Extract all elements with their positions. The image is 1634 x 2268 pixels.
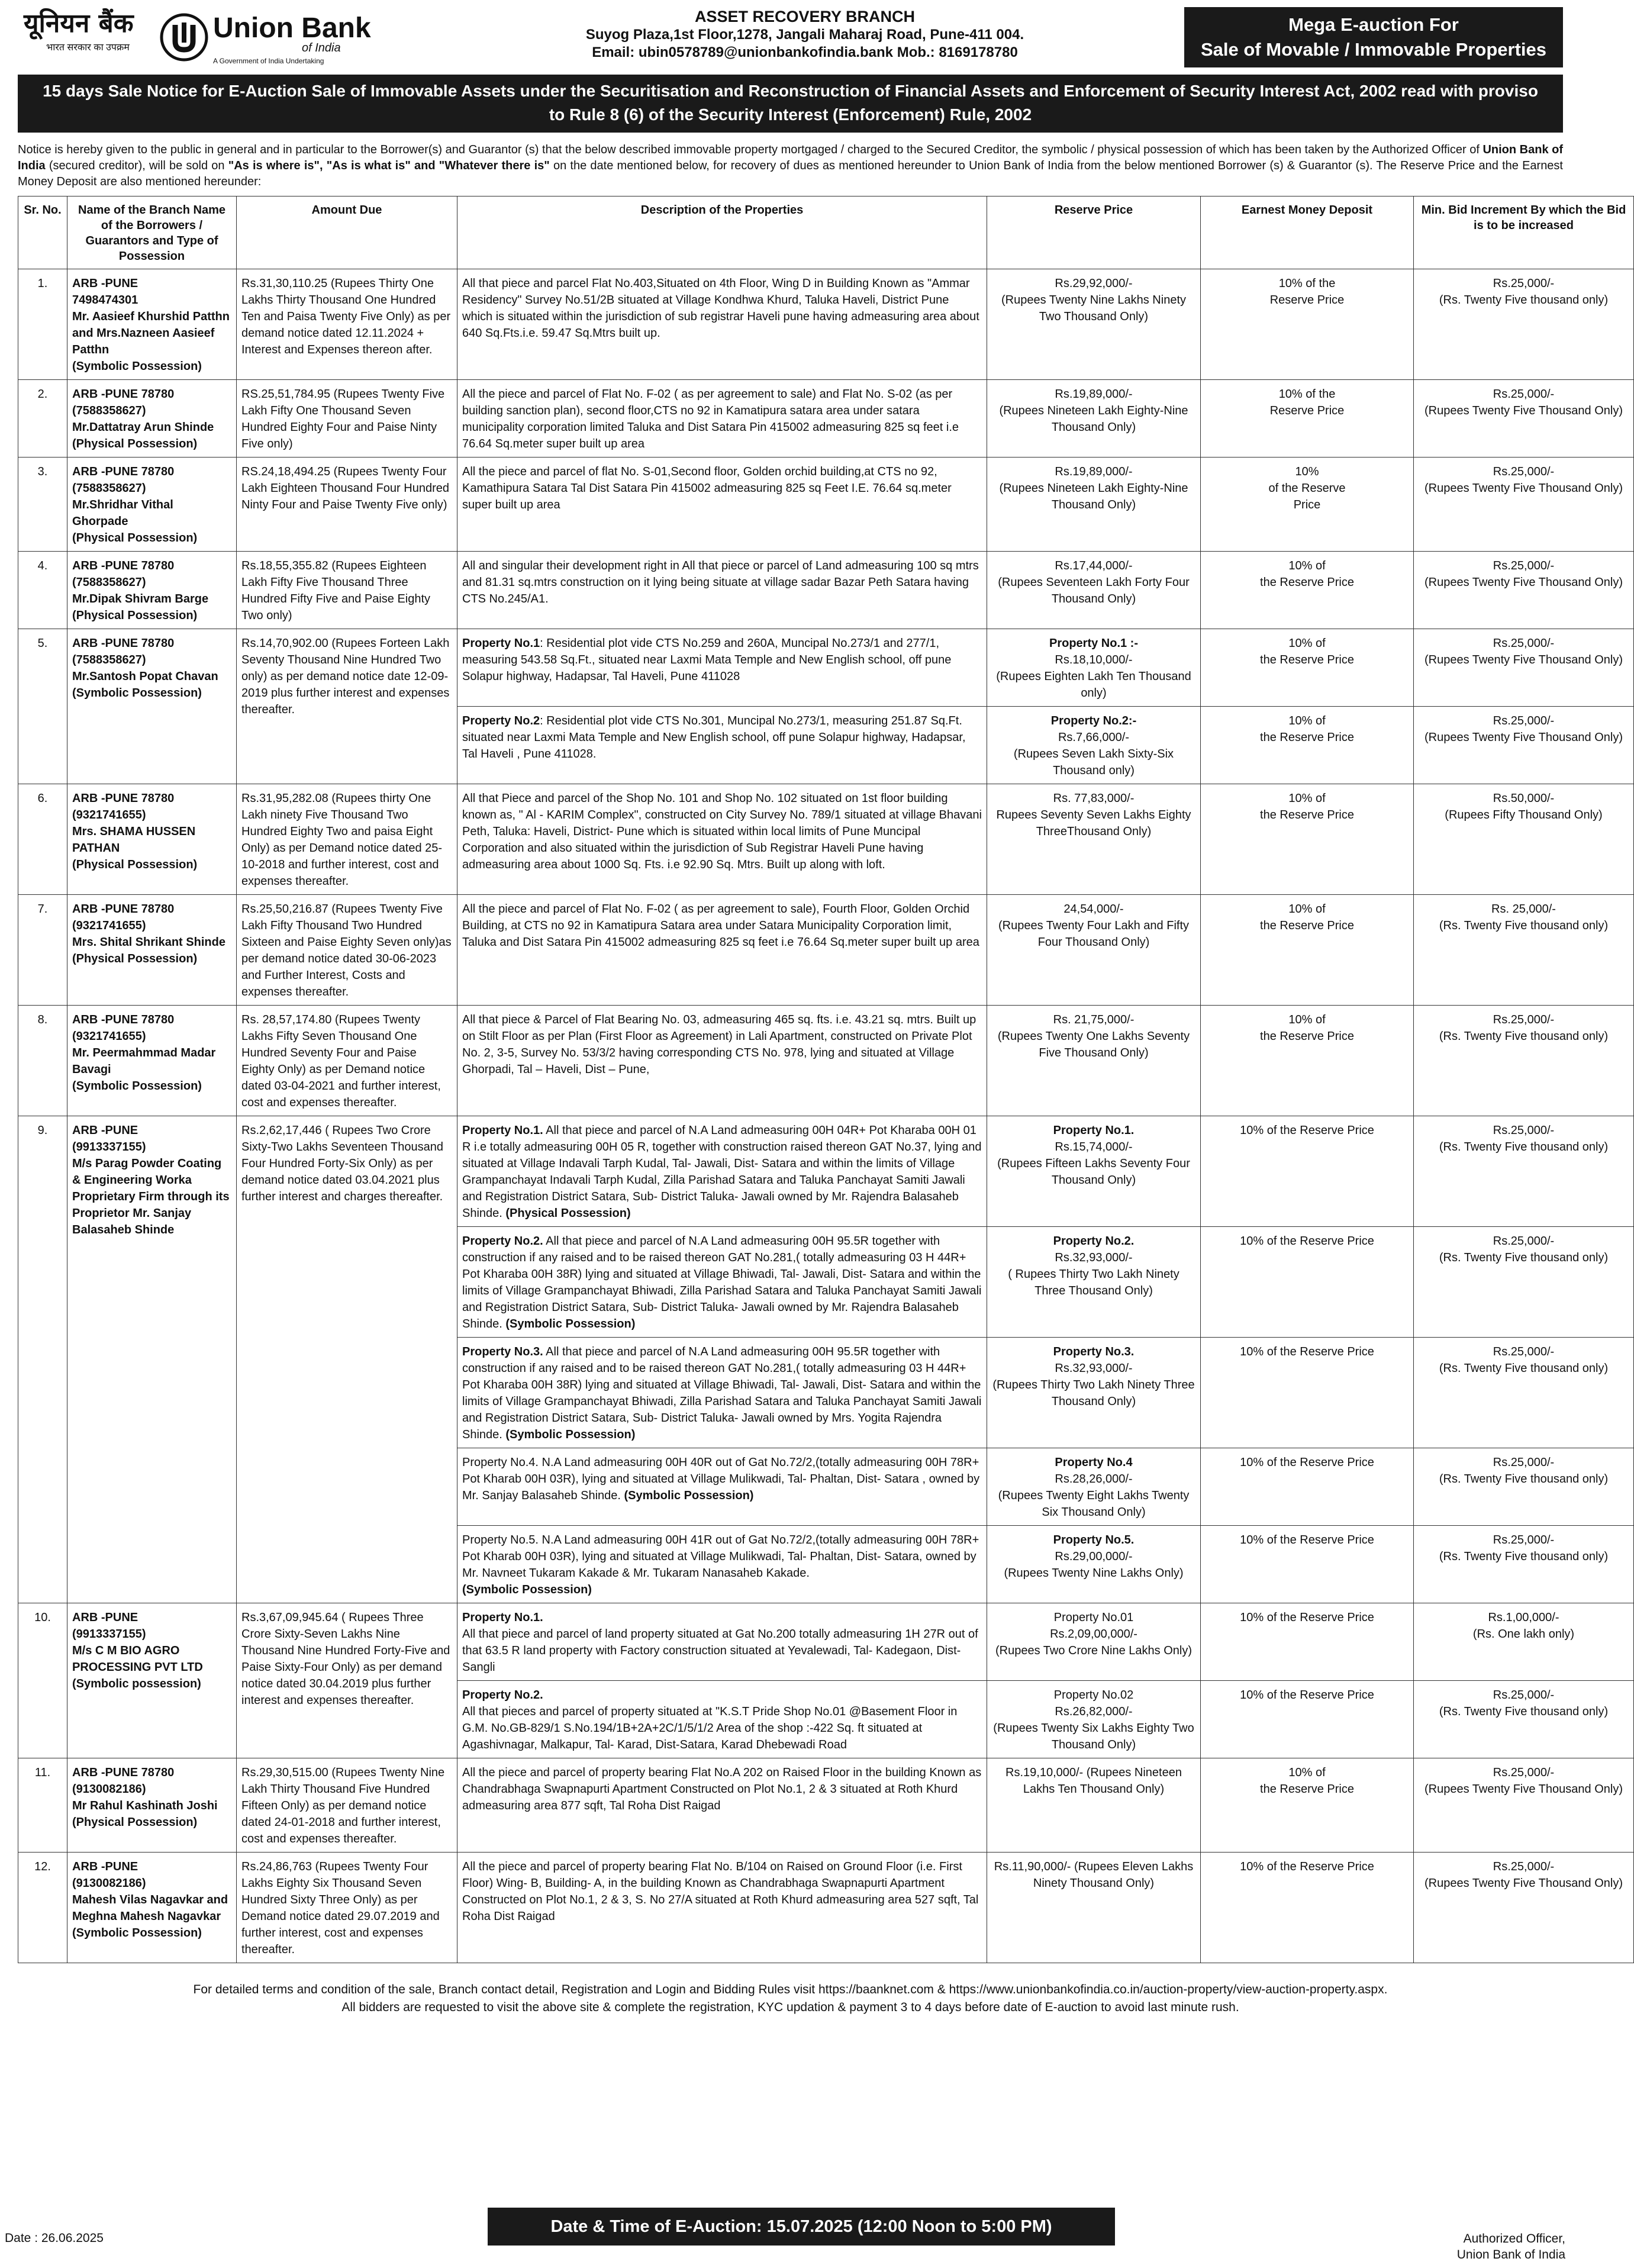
intro-text-1: Notice is hereby given to the public in general and in particular to the Borrower(s) and Guarantor (s) that the below described immovable property mortgaged / charged to the Secured Creditor, the symbolic / physical possession of which has been taken by the Authorized Officer of	[18, 143, 1483, 156]
logo-hindi-tagline: भारत सरकार का उपक्रम	[46, 43, 130, 53]
row-bid-increment: Rs.25,000/- (Rupees Twenty Five Thousand Only)	[1414, 707, 1634, 784]
property-text: All that piece & Parcel of Flat Bearing No. 03, admeasuring 465 sq. fts. i.e. 43.21 sq. mtrs. Built up on Stilt Floor as per Plan (First Floor as Agreement) in Lali Apartment, constructed on Private Plot No. 2, 3-5, Survey No. 53/3/2 having corresponding CTS No. 978, lying and situated at Village Ghorpadi, Tal – Haveli, Dist – Pune,	[462, 1013, 976, 1076]
table-row	[18, 458, 1634, 552]
row-property-description	[457, 380, 987, 458]
intro-text-3: on the date mentioned below, for recovery of dues as mentioned hereunder to Union Bank of India from the below mentioned Borrower (s) & Guarantor (s). The Reserve Price and the Earnest Money Deposit are also mentioned hereunder:	[18, 159, 1563, 188]
row-property-description	[457, 1116, 987, 1227]
property-possession: (Symbolic Possession)	[462, 1583, 592, 1596]
logo-tagline: A Government of India Undertaking	[213, 57, 324, 65]
reserve-value: Rs. 77,83,000/- Rupees Seventy Seven Lakhs Eighty ThreeThousand Only)	[996, 792, 1191, 838]
row-emd: 10% of the Reserve Price	[1201, 552, 1414, 629]
row-sr: 12.	[18, 1853, 67, 1963]
property-label: Property No.1	[462, 637, 540, 650]
row-amount-due: Rs.29,30,515.00 (Rupees Twenty Nine Lakh Thirty Thousand Five Hundred Fifteen Only) as per demand notice dated 24-01-2018 and further interest, cost and expenses thereafter.	[237, 1758, 457, 1853]
table-row	[18, 895, 1634, 1006]
row-bid-increment: Rs.25,000/- (Rs. Twenty Five thousand only)	[1414, 1116, 1634, 1227]
row-reserve-price	[987, 1758, 1201, 1853]
header-emd: Earnest Money Deposit	[1201, 196, 1414, 269]
logo-english-text: Union Bank	[213, 12, 371, 44]
row-property-description	[457, 1006, 987, 1116]
row-emd: 10% of the Reserve Price	[1201, 1603, 1414, 1681]
row-bid-increment: Rs.25,000/- (Rupees Twenty Five Thousand Only)	[1414, 552, 1634, 629]
row-branch-borrower: ARB -PUNE 78780 (9321741655) Mrs. SHAMA HUSSEN PATHAN (Physical Possession)	[67, 784, 237, 895]
row-bid-increment: Rs.25,000/- (Rs. Twenty Five thousand only)	[1414, 1681, 1634, 1758]
row-property-description	[457, 1758, 987, 1853]
row-sr: 10.	[18, 1603, 67, 1758]
logo-hindi-text: यूनियन बैंक	[24, 8, 134, 38]
row-amount-due: Rs. 28,57,174.80 (Rupees Twenty Lakhs Fifty Seven Thousand One Hundred Seventy Four and Paise Eighty Only) as per Demand notice dated 03-04-2021 and further interest, cost and expenses thereafter.	[237, 1006, 457, 1116]
row-property-description	[457, 707, 987, 784]
row-property-description	[457, 458, 987, 552]
reserve-property-label: Property No.3.	[1053, 1345, 1135, 1358]
property-text: All that piece and parcel of land property situated at Gat No.200 totally admeasuring 1H 27R out of that 63.5 R land property with Factory construction situated at Yevalewadi, Tal- Kadegaon, Dist-Sangli	[462, 1628, 978, 1674]
row-reserve-price	[987, 1448, 1201, 1526]
row-reserve-price	[987, 629, 1201, 707]
intro-bank-name: Union Bank of India	[18, 143, 1564, 172]
row-sr: 3.	[18, 458, 67, 552]
row-sr: 7.	[18, 895, 67, 1006]
branch-info	[562, 7, 1048, 62]
table-row	[18, 1758, 1634, 1853]
bank-signature: Union Bank of India	[1456, 2248, 1565, 2261]
row-emd: 10% of the Reserve Price	[1201, 1526, 1414, 1603]
row-emd: 10% of the Reserve Price	[1201, 458, 1414, 552]
property-possession: (Physical Possession)	[502, 1207, 631, 1220]
row-branch-borrower: ARB -PUNE 78780 (7588358627) Mr.Dipak Shivram Barge (Physical Possession)	[67, 552, 237, 629]
row-property-description	[457, 269, 987, 380]
reserve-property-label: Property No.1 :-	[1049, 637, 1139, 650]
row-amount-due: RS.24,18,494.25 (Rupees Twenty Four Lakh Eighteen Thousand Four Hundred Ninty Four and Paise Twenty Five only)	[237, 458, 457, 552]
mega-line-1: Mega E-auction For	[1288, 14, 1459, 35]
header-sr: Sr. No.	[18, 196, 67, 269]
row-emd: 10% of the Reserve Price	[1201, 1006, 1414, 1116]
property-text: Property No.5. N.A Land admeasuring 00H 41R out of Gat No.72/2,(totally admeasuring 00H 78R+ Pot Kharab 00H 03R), lying and situated at Village Mulikwadi, Tal- Phaltan, Dist- Satara, owned by Mr. Navneet Tukaram Kakade & Mr. Tukaram Nanasaheb Kakade.	[462, 1534, 979, 1580]
row-sr: 11.	[18, 1758, 67, 1853]
union-bank-emblem-icon	[160, 13, 208, 62]
property-text: : Residential plot vide CTS No.259 and 260A, Muncipal No.273/1 and 277/1, measuring 543.58 Sq.Ft., situated near Laxmi Mata Temple and New English school, off pune Solapur highway, Hadapsar, Tal Haveli, Pune 411028	[462, 637, 952, 683]
reserve-value: 24,54,000/- (Rupees Twenty Four Lakh and Fifty Four Thousand Only)	[998, 903, 1189, 949]
row-amount-due: Rs.24,86,763 (Rupees Twenty Four Lakhs Eighty Six Thousand Seven Hundred Sixty Three Only) as per Demand notice dated 29.07.2019 and further interest, cost and expenses thereafter.	[237, 1853, 457, 1963]
mega-auction-box	[1184, 7, 1563, 67]
row-property-description	[457, 1603, 987, 1681]
reserve-value: Rs.11,90,000/- (Rupees Eleven Lakhs Ninety Thousand Only)	[994, 1860, 1194, 1890]
property-label: Property No.2.	[462, 1689, 543, 1702]
row-emd: 10% of the Reserve Price	[1201, 1681, 1414, 1758]
row-reserve-price	[987, 380, 1201, 458]
row-bid-increment: Rs. 25,000/- (Rs. Twenty Five thousand only)	[1414, 895, 1634, 1006]
property-text: Property No.4. N.A Land admeasuring 00H 40R out of Gat No.72/2,(totally admeasuring 00H 78R+ Pot Kharab 00H 03R), lying and situated at Village Mulikwadi, Tal- Phaltan, Dist- Satara , owned by Mr. Sanjay Balasaheb Shinde.	[462, 1456, 980, 1502]
branch-address: Suyog Plaza,1st Floor,1278, Jangali Maharaj Road, Pune-411 004.	[585, 27, 1024, 43]
property-text: All the piece and parcel of flat No. S-01,Second floor, Golden orchid building,at CTS no 92, Kamathipura Satara Tal Dist Satara Pin 415002 admeasuring 825 sq Feet I.E. 76.64 sq.meter super built up area	[462, 465, 952, 511]
footer-terms	[18, 1981, 1563, 2016]
property-text: All that piece and parcel of N.A Land admeasuring 00H 04R+ Pot Kharaba 00H 01 R i.e totally admeasuring 00H 05 R, together with construction raised thereon GAT No.37, lying and situated at Village Indavali Tarph Kudal, Tal- Jawali, Dist- Satara and within the limits of Village Grampanchayat Indavali Tarph Kudal, Zilla Parishad Satara and Taluka Panchayat Samiti Jawali and Registration District Satara, Sub- District Taluka- Jawali owned by Mr. Rajendra Balasaheb Shinde.	[462, 1124, 982, 1220]
row-reserve-price	[987, 1338, 1201, 1448]
row-bid-increment: Rs.25,000/- (Rupees Twenty Five Thousand Only)	[1414, 458, 1634, 552]
header-description: Description of the Properties	[457, 196, 987, 269]
property-label: Property No.3.	[462, 1345, 543, 1358]
table-row	[18, 1603, 1634, 1681]
row-bid-increment: Rs.25,000/- (Rupees Twenty Five Thousand Only)	[1414, 1853, 1634, 1963]
row-reserve-price	[987, 1116, 1201, 1227]
row-emd: 10% of the Reserve Price	[1201, 895, 1414, 1006]
row-emd: 10% of the Reserve Price	[1201, 1338, 1414, 1448]
row-sr: 1.	[18, 269, 67, 380]
row-emd: 10% of the Reserve Price	[1201, 1448, 1414, 1526]
property-text: All that pieces and parcel of property situated at "K.S.T Pride Shop No.01 @Basement Floor in G.M. No.GB-829/1 S.No.194/1B+2A+2C/1/5/1/2 Area of the shop :-422 Sq. ft situated at Agashivnagar, Malkapur, Tal- Karad, Dist-Satara, Karad Dhebewadi Road	[462, 1705, 958, 1751]
row-branch-borrower: ARB -PUNE 78780 (7588358627) Mr.Santosh Popat Chavan (Symbolic Possession)	[67, 629, 237, 784]
row-bid-increment: Rs.25,000/- (Rs. Twenty Five thousand only)	[1414, 1338, 1634, 1448]
row-sr: 6.	[18, 784, 67, 895]
property-text: All the piece and parcel of property bearing Flat No. B/104 on Raised on Ground Floor (i.e. First Floor) Wing- B, Building- A, in the building Known as Chandrabhaga Swapnapurti Apartment Constructed on Plot No.1, 2 & 3, S. No 27/A situated at Roth Khurd admeasuring area 527 sqft, Tal Roha Dist Raigad	[462, 1860, 979, 1923]
row-branch-borrower: ARB -PUNE (9913337155) M/s C M BIO AGRO PROCESSING PVT LTD (Symbolic possession)	[67, 1603, 237, 1758]
row-branch-borrower: ARB -PUNE (9130082186) Mahesh Vilas Nagavkar and Meghna Mahesh Nagavkar (Symbolic Possession)	[67, 1853, 237, 1963]
row-bid-increment: Rs.1,00,000/- (Rs. One lakh only)	[1414, 1603, 1634, 1681]
property-label: Property No.1.	[462, 1611, 543, 1624]
intro-as-is: "As is where is", "As is what is" and "Whatever there is"	[228, 159, 550, 172]
row-sr: 4.	[18, 552, 67, 629]
row-emd: 10% of the Reserve Price	[1201, 269, 1414, 380]
header	[18, 4, 1563, 70]
row-bid-increment: Rs.25,000/- (Rs. Twenty Five thousand only)	[1414, 1448, 1634, 1526]
reserve-value: Rs.29,92,000/- (Rupees Twenty Nine Lakhs Ninety Two Thousand Only)	[1001, 277, 1186, 323]
row-emd: 10% of the Reserve Price	[1201, 1227, 1414, 1338]
row-emd: 10% of the Reserve Price	[1201, 784, 1414, 895]
header-amount: Amount Due	[237, 196, 457, 269]
row-amount-due: Rs.2,62,17,446 ( Rupees Two Crore Sixty-Two Lakhs Seventeen Thousand Four Hundred Forty-Six Only) as per demand notice dated 03.04.2021 plus further interest and charges thereafter.	[237, 1116, 457, 1603]
row-bid-increment: Rs.25,000/- (Rupees Twenty Five Thousand Only)	[1414, 1758, 1634, 1853]
row-amount-due: Rs.31,95,282.08 (Rupees thirty One Lakh ninety Five Thousand Two Hundred Eighty Two and paisa Eight Only) as per Demand notice dated 25-10-2018 and further interest, cost and expenses thereafter.	[237, 784, 457, 895]
property-text: All that piece and parcel of N.A Land admeasuring 00H 95.5R together with construction if any raised and to be raised thereon GAT No.281,( totally admeasuring 03 H 44R+ Pot Kharaba 00H 38R) lying and situated at Village Bhiwadi, Tal- Jawali, Dist- Satara and within the limits of Village Grampanchayat Bhiwadi, Zilla Parishad Satara and Taluka Panchayat Samiti Jawali and Registration District Satara, Sub- District Taluka- Jawali owned by Mr. Rajendra Balasaheb Shinde.	[462, 1235, 982, 1330]
logo-of-india: of India	[302, 41, 341, 54]
table-row	[18, 552, 1634, 629]
row-bid-increment: Rs.25,000/- (Rs. Twenty Five thousand only)	[1414, 269, 1634, 380]
row-bid-increment: Rs.25,000/- (Rs. Twenty Five thousand only)	[1414, 1227, 1634, 1338]
reserve-value: Rs.28,26,000/- (Rupees Twenty Eight Lakhs Twenty Six Thousand Only)	[998, 1473, 1190, 1519]
reserve-value: Rs.7,66,000/- (Rupees Seven Lakh Sixty-Six Thousand only)	[1013, 731, 1174, 777]
property-possession: (Symbolic Possession)	[620, 1489, 754, 1502]
reserve-value: Rs.32,93,000/- (Rupees Thirty Two Lakh Ninety Three Thousand Only)	[992, 1362, 1195, 1408]
mega-line-2: Sale of Movable / Immovable Properties	[1200, 39, 1547, 60]
row-sr: 8.	[18, 1006, 67, 1116]
row-property-description	[457, 1681, 987, 1758]
property-text: All that piece and parcel of N.A Land admeasuring 00H 95.5R together with construction if any raised and to be raised thereon GAT No.281,( totally admeasuring 03 H 44R+ Pot Kharaba 00H 38R) lying and situated at Village Bhiwadi, Tal- Jawali, Dist- Satara and within the limits of Village Grampanchayat Bhiwadi, Zilla Parishad Satara and Taluka Panchayat Samiti Jawali and Registration District Satara, Sub- District Taluka- Jawali owned by Mrs. Yogita Rajendra Shinde.	[462, 1345, 982, 1441]
row-property-description	[457, 895, 987, 1006]
row-branch-borrower: ARB -PUNE 78780 (9321741655) Mr. Peermahmmad Madar Bavagi (Symbolic Possession)	[67, 1006, 237, 1116]
reserve-property-label: Property No.2:-	[1050, 714, 1137, 727]
row-bid-increment: Rs.25,000/- (Rupees Twenty Five Thousand Only)	[1414, 380, 1634, 458]
row-branch-borrower: ARB -PUNE 78780 (7588358627) Mr.Shridhar Vithal Ghorpade (Physical Possession)	[67, 458, 237, 552]
reserve-value: Rs.32,93,000/- ( Rupees Thirty Two Lakh Ninety Three Thousand Only)	[1008, 1251, 1179, 1297]
row-property-description	[457, 629, 987, 707]
reserve-value: Rs. 21,75,000/- (Rupees Twenty One Lakhs Seventy Five Thousand Only)	[997, 1013, 1190, 1059]
row-reserve-price	[987, 1526, 1201, 1603]
row-branch-borrower: ARB -PUNE (9913337155) M/s Parag Powder Coating & Engineering Worka Proprietary Firm through its Proprietor Mr. Sanjay Balasaheb Shinde	[67, 1116, 237, 1603]
reserve-property-label: Property No.5.	[1053, 1534, 1135, 1547]
row-branch-borrower: ARB -PUNE 78780 (9130082186) Mr Rahul Kashinath Joshi (Physical Possession)	[67, 1758, 237, 1853]
property-text: All the piece and parcel of Flat No. F-02 ( as per agreement to sale) and Flat No. S-02 (as per building sanction plan), second floor,CTS no 92 in Kamatipura satara area under satara municipality corporation limited Taluka and Dist Satara Pin 415002 admeasuring 825 sq feet i.e 76.64 Sq.meter super built up area	[462, 388, 959, 450]
reserve-value: Rs.19,89,000/- (Rupees Nineteen Lakh Eighty-Nine Thousand Only)	[999, 465, 1188, 511]
property-possession: (Symbolic Possession)	[502, 1317, 636, 1330]
reserve-value: Rs.19,89,000/- (Rupees Nineteen Lakh Eighty-Nine Thousand Only)	[999, 388, 1188, 434]
row-bid-increment: Rs.50,000/- (Rupees Fifty Thousand Only)	[1414, 784, 1634, 895]
row-branch-borrower: ARB -PUNE 78780 (7588358627) Mr.Dattatray Arun Shinde (Physical Possession)	[67, 380, 237, 458]
row-reserve-price	[987, 895, 1201, 1006]
reserve-value: Rs.29,00,000/- (Rupees Twenty Nine Lakhs Only)	[1004, 1550, 1184, 1580]
footer-line-1: For detailed terms and condition of the sale, Branch contact detail, Registration and Login and Bidding Rules visit https://baanknet.com & https://www.unionbankofindia.co.in/auction-property/view-auction-property.aspx.	[193, 1983, 1388, 1996]
header-bid: Min. Bid Increment By which the Bid is to be increased	[1414, 196, 1634, 269]
property-text: All the piece and parcel of property bearing Flat No.A 202 on Raised Floor in the building Known as Chandrabhaga Swapnapurti Apartment Constructed on Plot No.1, 2 & 3 situated at Roth Khurd admeasuring area 877 sqft, Tal Roha Dist Raigad	[462, 1766, 982, 1812]
row-branch-borrower: ARB -PUNE 7498474301 Mr. Aasieef Khurshid Patthn and Mrs.Nazneen Aasieef Patthn (Symbolic Possession)	[67, 269, 237, 380]
row-property-description	[457, 552, 987, 629]
table-row	[18, 784, 1634, 895]
property-text: All that Piece and parcel of the Shop No. 101 and Shop No. 102 situated on 1st floor building known as, " Al - KARIM Complex", constructed on City Survey No. 789/1 situated at village Bhavani Peth, Taluka: Haveli, District- Pune which is situated within local limits of Pune Muncipal Corporation and also situated within the jurisdiction of Sub Registrar Haveli Pune having admeasuring area about 1000 Sq. Fts. i.e 92.90 Sq. Mtrs. Built up along with loft.	[462, 792, 982, 871]
row-property-description	[457, 1853, 987, 1963]
intro-paragraph	[18, 142, 1563, 190]
notice-date: Date : 26.06.2025	[5, 2231, 104, 2245]
row-property-description	[457, 1227, 987, 1338]
row-property-description	[457, 1526, 987, 1603]
row-amount-due: Rs.14,70,902.00 (Rupees Forteen Lakh Seventy Thousand Nine Hundred Two only) as per demand notice date 12-09-2019 plus further interest and expenses thereafter.	[237, 629, 457, 784]
auction-date-box: Date & Time of E-Auction: 15.07.2025 (12:00 Noon to 5:00 PM)	[488, 2208, 1115, 2246]
reserve-value: Rs.17,44,000/- (Rupees Seventeen Lakh Forty Four Thousand Only)	[998, 559, 1190, 605]
row-reserve-price	[987, 552, 1201, 629]
row-reserve-price	[987, 1681, 1201, 1758]
branch-title: ASSET RECOVERY BRANCH	[694, 8, 916, 25]
property-label: Property No.2.	[462, 1235, 543, 1248]
notice-page	[18, 4, 1626, 2016]
reserve-property-label: Property No.2.	[1053, 1235, 1135, 1248]
row-emd: 10% of the Reserve Price	[1201, 1758, 1414, 1853]
table-row	[18, 1853, 1634, 1963]
property-text: All and singular their development right in All that piece or parcel of Land admeasuring 100 sq mtrs and 81.31 sq.mtrs construction on it lying being situate at village sadar Bazar Peth Satara having CTS No.245/A1.	[462, 559, 979, 605]
row-sr: 2.	[18, 380, 67, 458]
row-reserve-price	[987, 269, 1201, 380]
row-bid-increment: Rs.25,000/- (Rupees Twenty Five Thousand Only)	[1414, 629, 1634, 707]
table-body	[18, 269, 1634, 1963]
row-reserve-price	[987, 1227, 1201, 1338]
reserve-value: Property No.02 Rs.26,82,000/- (Rupees Twenty Six Lakhs Eighty Two Thousand Only)	[993, 1689, 1194, 1751]
row-amount-due: Rs.18,55,355.82 (Rupees Eighteen Lakh Fifty Five Thousand Three Hundred Fifty Five and Paise Eighty Two only)	[237, 552, 457, 629]
header-branch: Name of the Branch Name of the Borrowers / Guarantors and Type of Possession	[67, 196, 237, 269]
row-property-description	[457, 1448, 987, 1526]
property-text: All that piece and parcel Flat No.403,Situated on 4th Floor, Wing D in Building Known as "Ammar Residency" Survey No.51/2B situated at Village Kondhwa Khurd, Taluka Haveli, District Pune which is situated within the jurisdiction of sub registrar Haveli pune having admeasuring area about 640 Sq.Fts.i.e. 59.47 Sq.Mtrs built up.	[462, 277, 979, 340]
row-sr: 5.	[18, 629, 67, 784]
intro-text-2: (secured creditor), will be sold on	[45, 159, 228, 172]
table-header-row	[18, 196, 1634, 269]
table-row	[18, 269, 1634, 380]
table-row	[18, 629, 1634, 707]
authorized-officer: Authorized Officer,	[1463, 2232, 1565, 2246]
row-emd: 10% of the Reserve Price	[1201, 1853, 1414, 1963]
reserve-property-label: Property No.1.	[1053, 1124, 1135, 1137]
row-reserve-price	[987, 784, 1201, 895]
reserve-value: Property No.01 Rs.2,09,00,000/- (Rupees Two Crore Nine Lakhs Only)	[995, 1611, 1192, 1657]
reserve-value: Rs.15,74,000/- (Rupees Fifteen Lakhs Seventy Four Thousand Only)	[997, 1141, 1190, 1187]
header-reserve: Reserve Price	[987, 196, 1201, 269]
row-property-description	[457, 1338, 987, 1448]
row-reserve-price	[987, 1853, 1201, 1963]
property-possession: (Symbolic Possession)	[502, 1428, 636, 1441]
row-property-description	[457, 784, 987, 895]
reserve-value: Rs.19,10,000/- (Rupees Nineteen Lakhs Ten Thousand Only)	[1005, 1766, 1182, 1796]
property-text: : Residential plot vide CTS No.301, Muncipal No.273/1, measuring 251.87 Sq.Ft. situated near Laxmi Mata Temple and New English school, off pune Solapur highway, Hadapsar, Tal Haveli , Pune 411028.	[462, 714, 966, 761]
reserve-property-label: Property No.4	[1055, 1456, 1133, 1469]
row-emd: 10% of the Reserve Price	[1201, 629, 1414, 707]
row-reserve-price	[987, 1006, 1201, 1116]
table-row	[18, 380, 1634, 458]
footer-line-2: All bidders are requested to visit the above site & complete the registration, KYC updation & payment 3 to 4 days before date of E-auction to avoid last minute rush.	[341, 2000, 1239, 2014]
row-bid-increment: Rs.25,000/- (Rs. Twenty Five thousand only)	[1414, 1526, 1634, 1603]
row-reserve-price	[987, 707, 1201, 784]
union-bank-logo	[24, 7, 391, 66]
row-reserve-price	[987, 1603, 1201, 1681]
property-text: All the piece and parcel of Flat No. F-02 ( as per agreement to sale), Fourth Floor, Golden Orchid Building, at CTS no 92 in Kamatipura Satara area under Satara Municipality Corporation limit, Taluka and Dist Satara Pin 415002 admeasuring 825 sq feet i.e 76.64 Sq.meter super built up area	[462, 903, 979, 949]
table-row	[18, 1006, 1634, 1116]
row-sr: 9.	[18, 1116, 67, 1603]
table-row	[18, 1116, 1634, 1227]
row-amount-due: Rs.31,30,110.25 (Rupees Thirty One Lakhs Thirty Thousand One Hundred Ten and Paisa Twenty Five Only) as per demand notice dated 12.11.2024 + Interest and Expenses thereon after.	[237, 269, 457, 380]
property-label: Property No.1.	[462, 1124, 543, 1137]
auction-table	[18, 196, 1634, 1963]
row-amount-due: Rs.3,67,09,945.64 ( Rupees Three Crore Sixty-Seven Lakhs Nine Thousand Nine Hundred Forty-Five and Paise Sixty-Four Only) as per demand notice dated 30.04.2019 plus further interest and expenses thereafter.	[237, 1603, 457, 1758]
reserve-value: Rs.18,10,000/- (Rupees Eighten Lakh Ten Thousand only)	[996, 653, 1191, 700]
row-amount-due: Rs.25,50,216.87 (Rupees Twenty Five Lakh Fifty Thousand Two Hundred Sixteen and Paise Eighty Seven only)as per demand notice dated 30-06-2023 and Further Interest, Costs and expenses thereafter.	[237, 895, 457, 1006]
row-emd: 10% of the Reserve Price	[1201, 1116, 1414, 1227]
branch-contact: Email: ubin0578789@unionbankofindia.bank Mob.: 8169178780	[592, 44, 1018, 60]
notice-banner: 15 days Sale Notice for E-Auction Sale of Immovable Assets under the Securitisation and Reconstruction of Financial Assets and Enforcement of Security Interest Act, 2002 read with proviso to Rule 8 (6) of the Security Interest (Enforcement) Rule, 2002	[18, 75, 1563, 133]
row-reserve-price	[987, 458, 1201, 552]
row-emd: 10% of the Reserve Price	[1201, 380, 1414, 458]
row-emd: 10% of the Reserve Price	[1201, 707, 1414, 784]
row-bid-increment: Rs.25,000/- (Rs. Twenty Five thousand only)	[1414, 1006, 1634, 1116]
row-amount-due: RS.25,51,784.95 (Rupees Twenty Five Lakh Fifty One Thousand Seven Hundred Eighty Four and Paise Ninty Five only)	[237, 380, 457, 458]
row-branch-borrower: ARB -PUNE 78780 (9321741655) Mrs. Shital Shrikant Shinde (Physical Possession)	[67, 895, 237, 1006]
property-label: Property No.2	[462, 714, 540, 727]
